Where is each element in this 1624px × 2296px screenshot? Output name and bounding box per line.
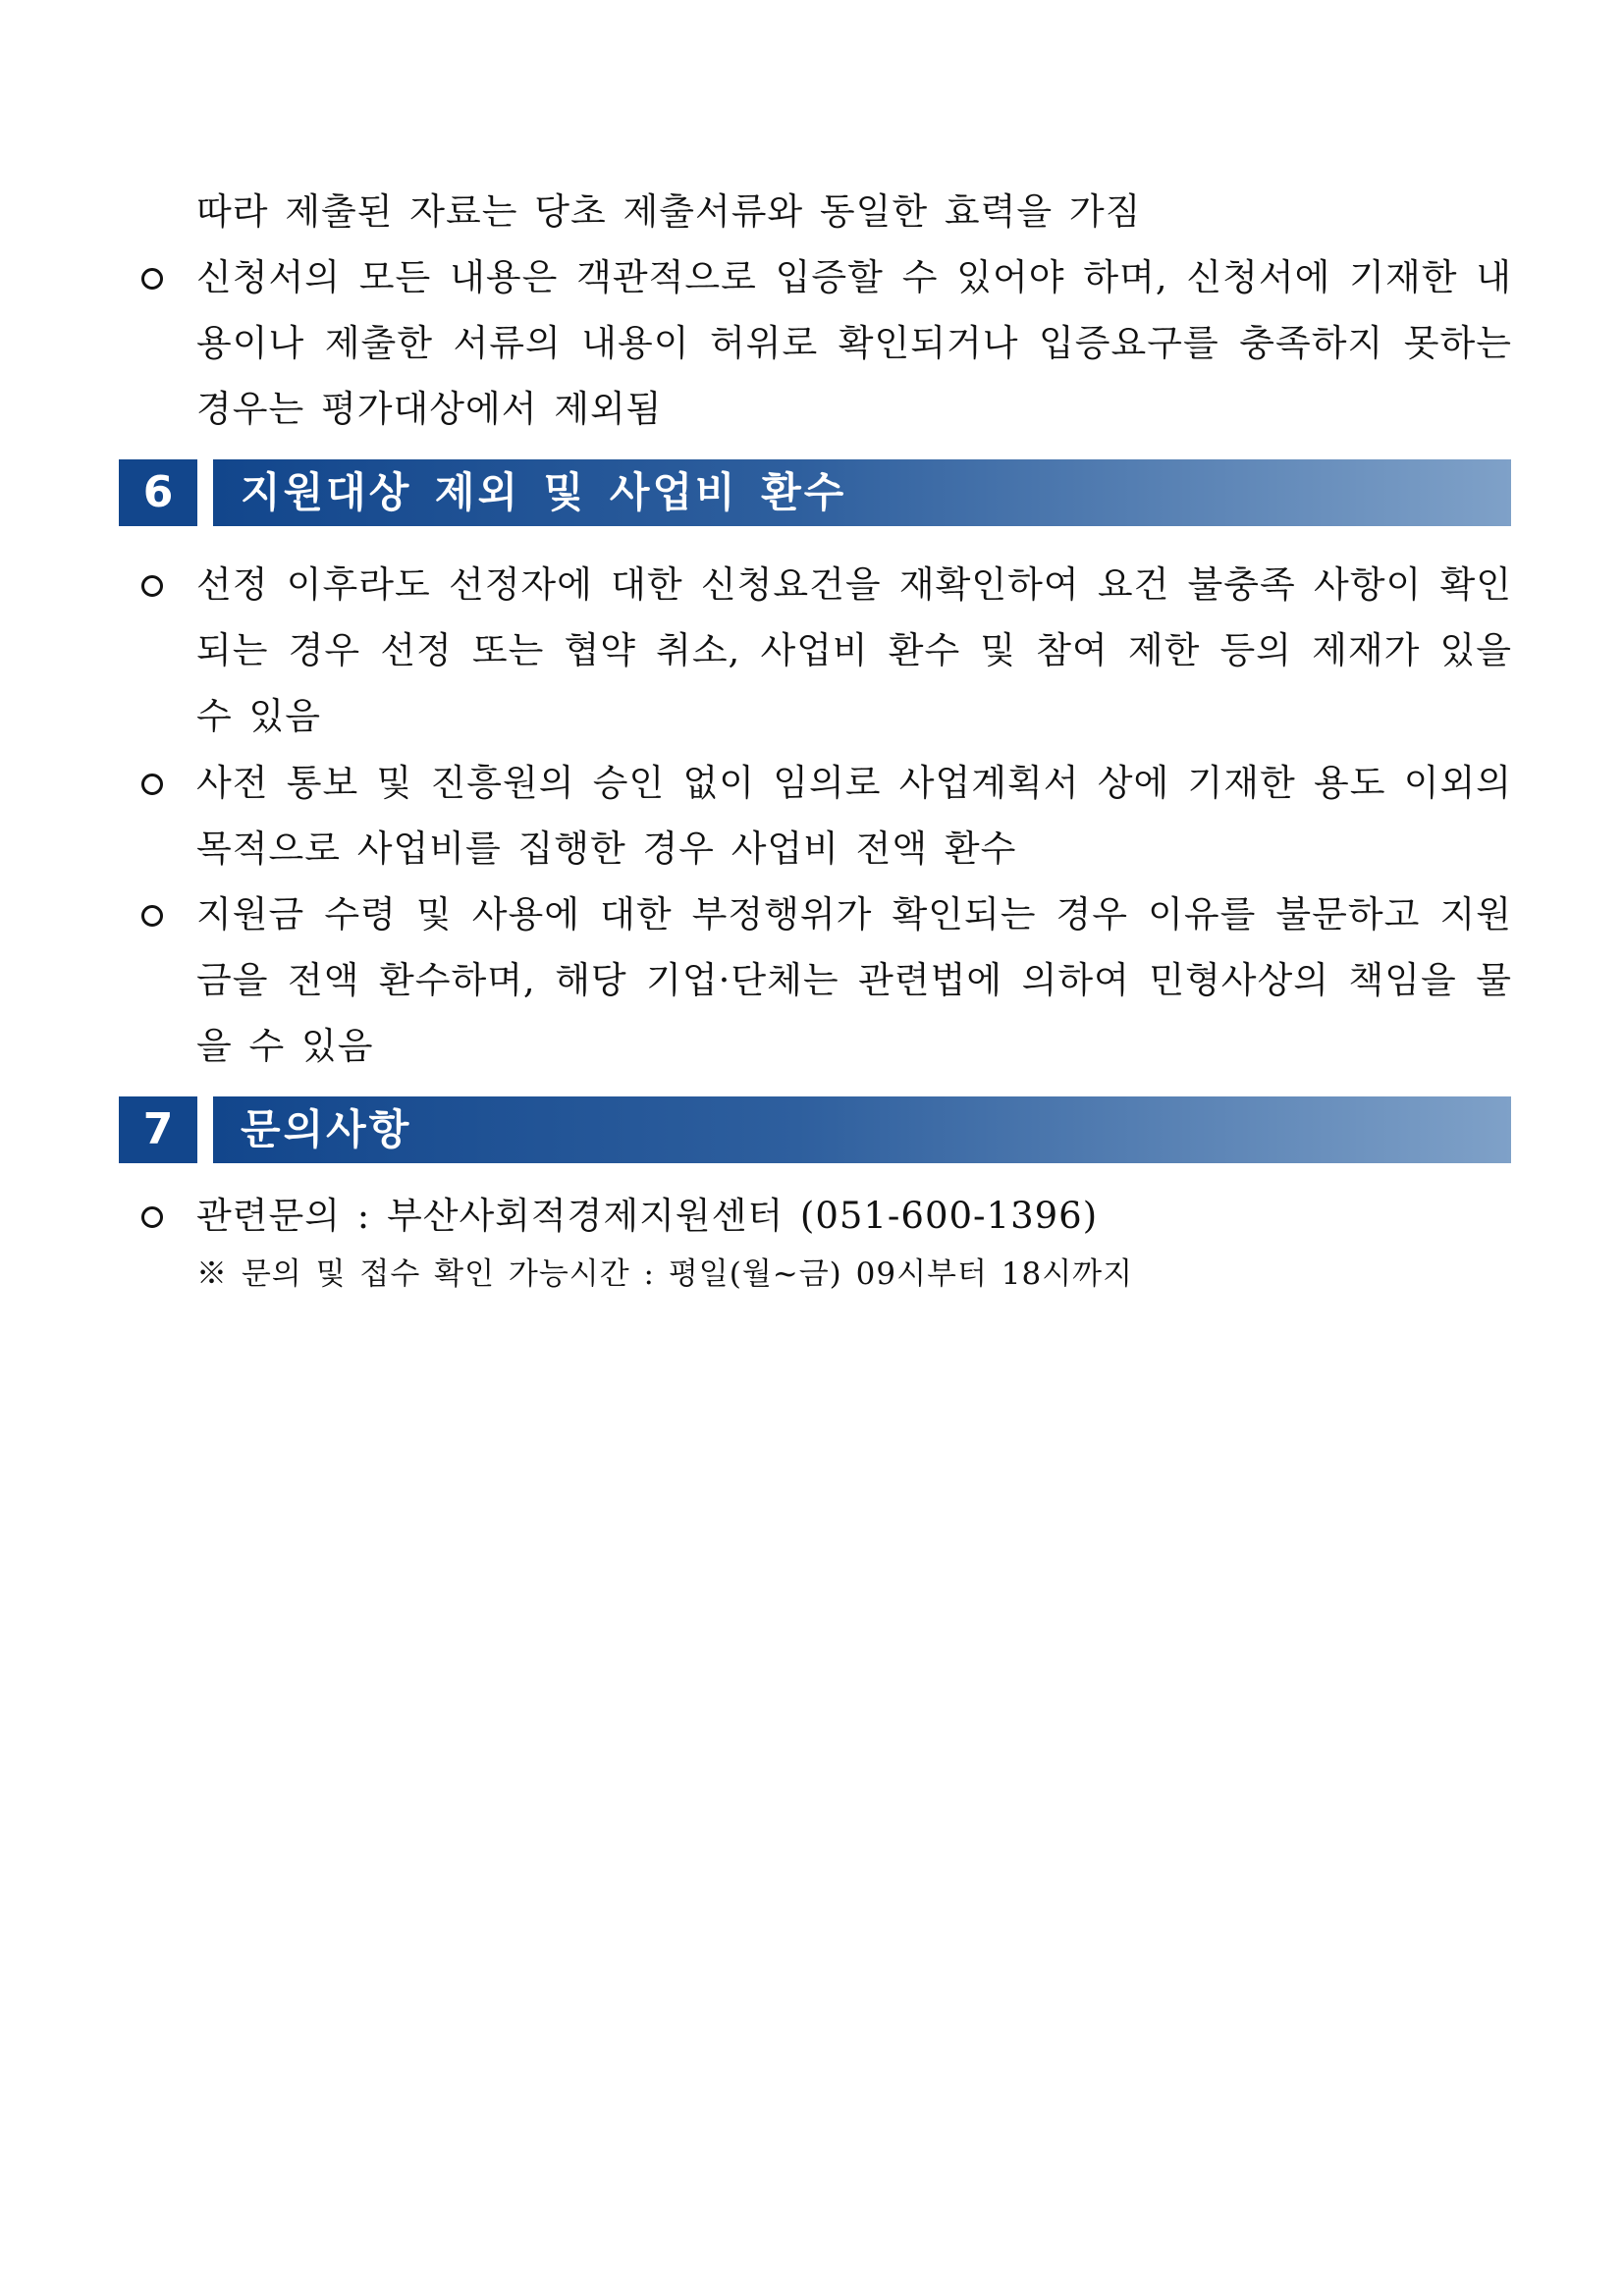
section-title: 지원대상 제외 및 사업비 환수 <box>241 468 847 516</box>
bullet-text: 신청서의 모든 내용은 객관적으로 입증할 수 있어야 하며, 신청서에 기재한 내용이나 제출한 서류의 내용이 허위로 확인되거나 입증요구를 충족하지 못하는 경우는 평가대상에서 제외됨 <box>196 256 1512 430</box>
section-number: 7 <box>119 1096 197 1163</box>
bullet-text: 사전 통보 및 진흥원의 승인 없이 임의로 사업계획서 상에 기재한 용도 이외의 목적으로 사업비를 집행한 경우 사업비 전액 환수 <box>196 762 1512 870</box>
section-header-7 <box>119 1096 1511 1163</box>
circle-bullet-icon <box>141 774 163 795</box>
section-title-bar <box>213 1096 1511 1163</box>
circle-bullet-icon <box>141 1206 163 1228</box>
circle-bullet-icon <box>141 905 163 927</box>
section-title: 문의사항 <box>241 1105 412 1153</box>
section-title-bar <box>213 459 1511 526</box>
section-header-6 <box>119 459 1511 526</box>
circle-bullet-icon <box>141 268 163 290</box>
bullet-text: 관련문의 : 부산사회적경제지원센터 (051-600-1396) <box>196 1195 1099 1237</box>
section-number: 6 <box>119 459 197 526</box>
circle-bullet-icon <box>141 575 163 597</box>
bullet-text: 지원금 수령 및 사용에 대한 부정행위가 확인되는 경우 이유를 불문하고 지원금을 전액 환수하며, 해당 기업·단체는 관련법에 의하여 민형사상의 책임을 물을 수 있음 <box>196 893 1512 1067</box>
continuation-text: 따라 제출된 자료는 당초 제출서류와 동일한 효력을 가짐 <box>196 190 1142 233</box>
contact-hours-note: ※ 문의 및 접수 확인 가능시간 : 평일(월~금) 09시부터 18시까지 <box>196 1256 1134 1292</box>
bullet-text: 선정 이후라도 선정자에 대한 신청요건을 재확인하여 요건 불충족 사항이 확인되는 경우 선정 또는 협약 취소, 사업비 환수 및 참여 제한 등의 제재가 있을 수 있음 <box>196 563 1512 737</box>
